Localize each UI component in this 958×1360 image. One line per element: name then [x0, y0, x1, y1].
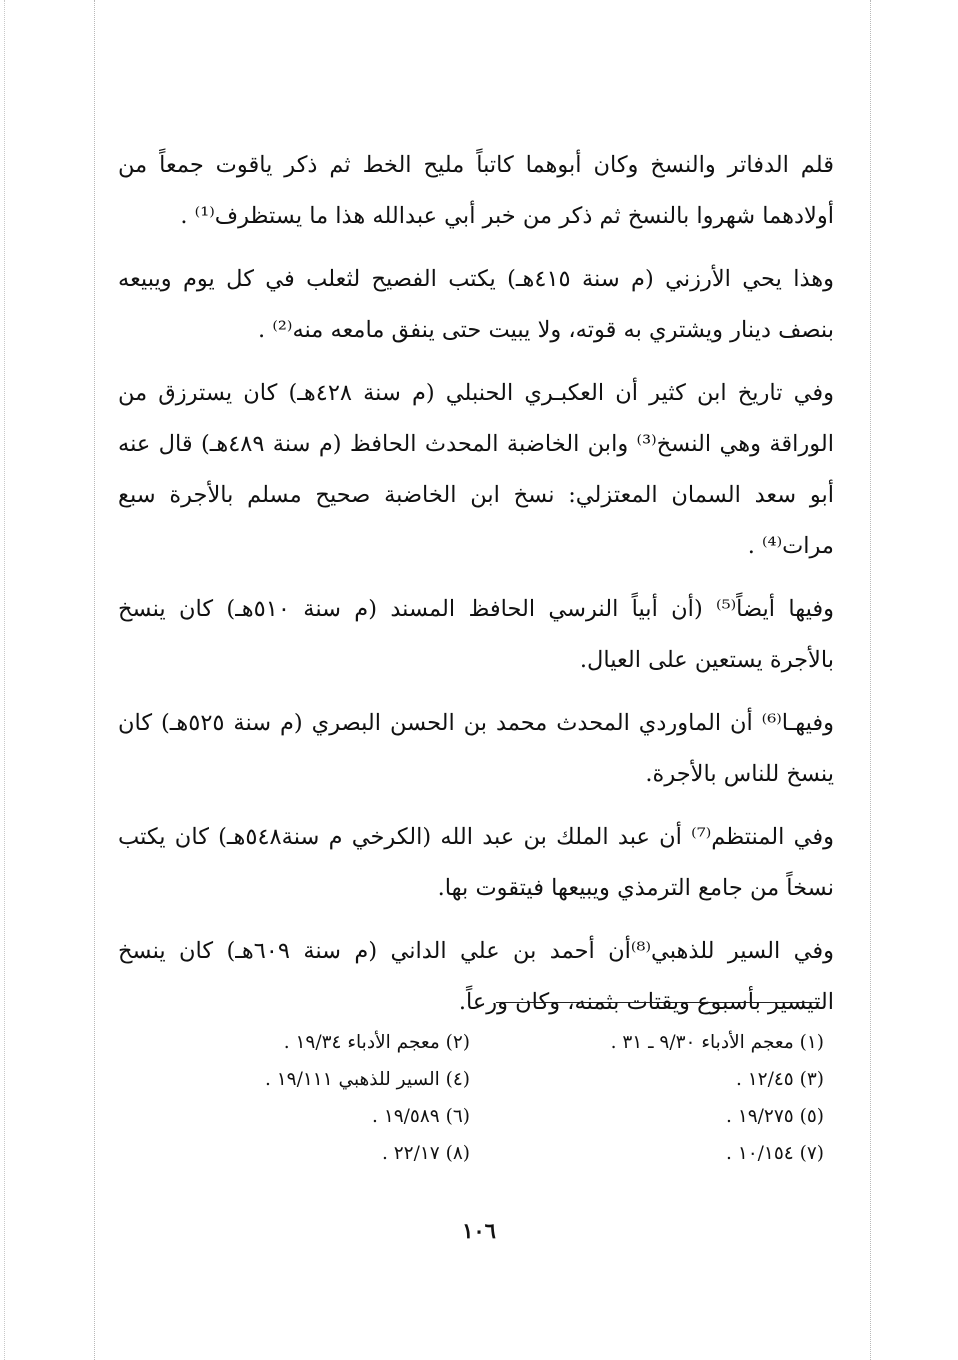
page-margin-line-left — [94, 0, 95, 1360]
footnote: (٥) ١٩/٢٧٥ . — [726, 1106, 824, 1127]
footnote: (٦) ١٩/٥٨٩ . — [372, 1106, 470, 1127]
footnote-separator — [496, 1002, 820, 1003]
footnotes — [200, 1026, 824, 1170]
scan-edge — [4, 0, 5, 1360]
footnote: (٨) ٢٢/١٧ . — [381, 1143, 470, 1164]
paragraph: قلم الدفاتر والنسخ وكان أبوهما كاتباً مليح الخط ثم ذكر ياقوت جمعاً من أولادهما شهروا بالنسخ ثم ذكر من خبر أبي عبدالله هذا ما يستظرف⁽¹⁾ . — [118, 152, 834, 229]
page-margin-line-right — [870, 0, 871, 1360]
paragraph: وفيهـا⁽⁶⁾ أن الماوردي المحدث محمد بن الحسن البصري (م سنة ٥٢٥هـ) كان ينسخ للناس بالأجرة. — [118, 710, 834, 787]
paragraph: وفي تاريخ ابن كثير أن العكبـري الحنبلي (م سنة ٤٢٨هـ) كان يسترزق من الوراقة وهي النسخ⁽³⁾ وابن الخاضبة المحدث الحافظ (م سنة ٤٨٩هـ) قال عنه أبو سعد السمان المعتزلي: نسخ ابن الخاضبة صحيح مسلم بالأجرة سبع مرات⁽⁴⁾ . — [118, 380, 834, 559]
paragraph: وفي المنتظم⁽⁷⁾ أن عبد الملك بن عبد الله (الكرخي م سنة٥٤٨هـ) كان يكتب نسخاً من جامع الترمذي ويبيعها فيتقوت بها. — [118, 824, 834, 901]
footnote: (٢) معجم الأدباء ١٩/٣٤ . — [283, 1032, 470, 1053]
paragraph: وهذا يحي الأرزني (م سنة ٤١٥هـ) يكتب الفصيح لثعلب في كل يوم ويبيعه بنصف دينار ويشتري به قوته، ولا يبيت حتى ينفق مامعه منه⁽²⁾ . — [118, 266, 834, 343]
footnote: (١) معجم الأدباء ٩/٣٠ ـ ٣١ . — [610, 1032, 824, 1053]
footnote: (٧) ١٠/١٥٤ . — [726, 1143, 824, 1164]
paragraph: وفي السير للذهبي⁽⁸⁾أن أحمد بن علي الداني (م سنة ٦٠٩هـ) كان ينسخ التيسير بأسبوع ويقتات بثمنه، وكان ورعاً. — [118, 938, 834, 1015]
footnote: (٤) السير للذهبي ١٩/١١١ . — [264, 1069, 470, 1090]
main-text — [118, 140, 834, 1040]
footnote: (٣) ١٢/٤٥ . — [735, 1069, 824, 1090]
page-number: ١٠٦ — [462, 1218, 496, 1243]
paragraph: وفيها أيضاً⁽⁵⁾ (أن أبياً النرسي الحافظ المسند (م سنة ٥١٠هـ) كان ينسخ بالأجرة يستعين على العيال. — [118, 596, 835, 673]
